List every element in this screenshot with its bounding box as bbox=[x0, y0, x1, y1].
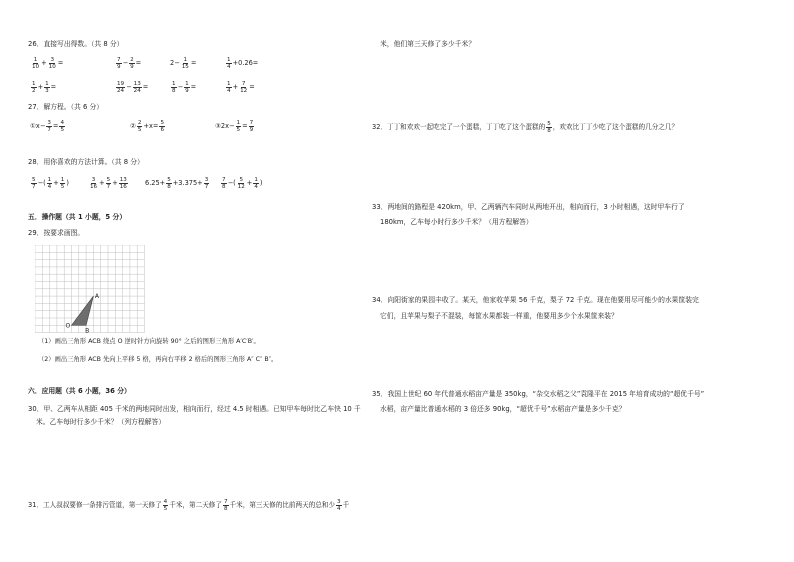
expr-text: − bbox=[122, 59, 129, 67]
fraction bbox=[31, 57, 40, 70]
fraction-numerator: 1 bbox=[60, 176, 65, 183]
q31-frac1 bbox=[163, 499, 169, 512]
q26-item-1 bbox=[30, 56, 63, 70]
fraction bbox=[204, 177, 210, 190]
q28-expression-4 bbox=[220, 176, 262, 190]
q29-sub2: （2）画出三角形 ACB 先向上平移 5 格，再向右平移 2 格后的图形三角形 A″ C″ B″。 bbox=[38, 356, 278, 363]
fraction-numerator: 2 bbox=[130, 56, 134, 63]
fraction-denominator: 7 bbox=[106, 183, 111, 190]
expr-text: + bbox=[99, 179, 105, 187]
fraction-denominator: 2 bbox=[32, 87, 36, 94]
fraction-denominator: 5 bbox=[137, 126, 142, 133]
expr-text: +0.26= bbox=[232, 59, 259, 67]
fraction bbox=[46, 120, 52, 133]
fraction-numerator: 1 bbox=[32, 80, 36, 87]
fraction bbox=[249, 120, 255, 133]
q31-frac2-den: 8 bbox=[223, 505, 228, 512]
q31-text4: 千 bbox=[342, 501, 350, 509]
fraction-denominator: 4 bbox=[254, 183, 258, 190]
q29-sub1: （1）画出三角形 ACB 绕点 O 逆时针方向旋转 90° 之后的图形三角形 A′C′B′。 bbox=[38, 338, 260, 345]
q31-text bbox=[28, 498, 349, 512]
fraction-denominator: 9 bbox=[130, 63, 134, 70]
expr-text: = bbox=[190, 59, 197, 67]
fraction-denominator: 3 bbox=[45, 87, 49, 94]
fraction-numerator: 3 bbox=[47, 119, 51, 126]
fraction-numerator: 3 bbox=[50, 56, 54, 63]
fraction-numerator: 1 bbox=[254, 176, 258, 183]
expr-text: 6.25+ bbox=[145, 179, 166, 187]
fraction-numerator: 2 bbox=[137, 119, 142, 126]
fraction-denominator: 10 bbox=[32, 63, 40, 70]
q28-expression-2 bbox=[88, 176, 129, 190]
fraction-denominator: 8 bbox=[172, 87, 176, 94]
q31-frac1-den: 5 bbox=[163, 505, 168, 512]
fraction-denominator: 9 bbox=[117, 63, 121, 70]
fraction-numerator: 1 bbox=[45, 80, 49, 87]
fraction bbox=[59, 120, 65, 133]
fraction-numerator: 5 bbox=[167, 176, 171, 183]
fraction bbox=[47, 177, 53, 190]
q26-item-3 bbox=[170, 56, 196, 70]
fraction-numerator: 3 bbox=[204, 176, 209, 183]
grid-lines bbox=[35, 245, 145, 333]
fraction-denominator: 7 bbox=[204, 183, 209, 190]
fraction bbox=[226, 57, 232, 70]
fraction-denominator: 16 bbox=[119, 183, 127, 190]
fraction-denominator: 15 bbox=[181, 63, 189, 70]
fraction bbox=[133, 81, 142, 94]
fraction-denominator: 4 bbox=[227, 63, 231, 70]
fraction bbox=[116, 57, 122, 70]
expr-text: = bbox=[242, 122, 248, 130]
fraction bbox=[221, 177, 227, 190]
expr-text: = bbox=[135, 59, 142, 67]
fraction-denominator: 5 bbox=[60, 183, 65, 190]
fraction-numerator: 1 bbox=[227, 80, 231, 87]
expr-text: ② bbox=[130, 122, 136, 130]
expr-text: ①x− bbox=[30, 122, 46, 130]
fraction-numerator: 7 bbox=[241, 80, 246, 87]
q31-text3: 千米，第三天修的比前两天的总和少 bbox=[229, 501, 336, 509]
expr-text: = bbox=[52, 122, 59, 130]
q26-item-4 bbox=[225, 56, 258, 70]
fraction bbox=[129, 57, 135, 70]
q32-text2: ，欢欢比丁丁少吃了这个蛋糕的几分之几？ bbox=[552, 123, 679, 131]
fraction bbox=[89, 177, 98, 190]
fraction-numerator: 1 bbox=[33, 56, 38, 63]
point-label-b: B bbox=[85, 327, 90, 333]
q32-frac-num: 5 bbox=[547, 120, 551, 127]
fraction bbox=[116, 81, 125, 94]
q31-frac3 bbox=[336, 499, 342, 512]
fraction-denominator: 10 bbox=[48, 63, 56, 70]
q31-frac2-num: 7 bbox=[223, 498, 228, 505]
fraction-numerator: 1 bbox=[227, 56, 231, 63]
fraction bbox=[253, 177, 259, 190]
fraction-numerator: 5 bbox=[160, 119, 164, 126]
fraction bbox=[226, 81, 232, 94]
q26-title: 26．直接写出得数。（共 8 分） bbox=[28, 40, 124, 48]
fraction bbox=[60, 177, 66, 190]
q33-line2: 180km，乙车每小时行多少千米？（用方程解答） bbox=[380, 218, 533, 226]
q27-equation-2 bbox=[130, 119, 166, 133]
q28-title: 28．用你喜欢的方法计算。（共 8 分） bbox=[28, 158, 144, 166]
fraction bbox=[236, 120, 242, 133]
q32-frac-den: 8 bbox=[547, 127, 551, 134]
fraction bbox=[237, 177, 246, 190]
fraction-denominator: 4 bbox=[47, 183, 52, 190]
fraction-numerator: 5 bbox=[32, 176, 36, 183]
expr-text: ) bbox=[66, 179, 69, 187]
expr-text: = bbox=[57, 59, 64, 67]
q26-item-4 bbox=[225, 80, 255, 94]
expr-text: = bbox=[249, 83, 255, 91]
fraction-numerator: 7 bbox=[249, 119, 254, 126]
fraction-numerator: 5 bbox=[106, 176, 111, 183]
fraction-numerator: 7 bbox=[222, 176, 226, 183]
expr-text: 2− bbox=[170, 59, 180, 67]
section-6-heading: 六．应用题（共 6 小题，36 分） bbox=[28, 387, 131, 395]
q31-frac2 bbox=[223, 499, 229, 512]
expr-text: −( bbox=[227, 179, 236, 187]
fraction-numerator: 5 bbox=[239, 176, 244, 183]
q35-line1: 35．我国上世纪 60 年代普通水稻亩产量是 350kg，“杂交水稻之父”袁隆平在 2015 年培育成功的“超优千号” bbox=[372, 390, 705, 398]
fraction-denominator: 12 bbox=[240, 87, 248, 94]
expr-text: − bbox=[177, 83, 184, 91]
fraction-denominator: 12 bbox=[237, 183, 245, 190]
fraction-numerator: 1 bbox=[47, 176, 52, 183]
expr-text: − bbox=[126, 83, 132, 91]
fraction bbox=[31, 81, 37, 94]
q31-frac3-den: 4 bbox=[337, 505, 341, 512]
fraction-denominator: 7 bbox=[32, 183, 36, 190]
fraction-denominator: 16 bbox=[90, 183, 98, 190]
fraction-denominator: 8 bbox=[222, 183, 226, 190]
fraction bbox=[119, 177, 128, 190]
fraction-numerator: 3 bbox=[91, 176, 96, 183]
q31-frac3-num: 3 bbox=[337, 498, 341, 505]
expr-text: + bbox=[41, 59, 47, 67]
expr-text: +3.375+ bbox=[172, 179, 203, 187]
fraction-numerator: 4 bbox=[60, 119, 64, 126]
fraction bbox=[166, 177, 172, 190]
fraction-denominator: 9 bbox=[185, 87, 189, 94]
q32-text bbox=[372, 120, 678, 134]
q32-text1: 32．丁丁和欢欢一起吃完了一个蛋糕，丁丁吃了这个蛋糕的 bbox=[372, 123, 546, 131]
q28-expression-3 bbox=[145, 176, 210, 190]
q30-line1: 30．甲、乙两车从相距 405 千米的两地同时出发，相向而行，经过 4.5 时相遇。已知甲车每时比乙车快 10 千 bbox=[28, 405, 361, 413]
fraction-numerator: 7 bbox=[117, 56, 121, 63]
q26-item-1 bbox=[30, 80, 56, 94]
fraction-numerator: 13 bbox=[133, 80, 141, 87]
expr-text: + bbox=[112, 179, 118, 187]
fraction bbox=[239, 81, 248, 94]
q35-line2: 水稻，亩产量比普通水稻的 3 倍还多 90kg，“超优千号”水稻亩产量是多少千克？ bbox=[380, 405, 626, 413]
expr-text: + bbox=[232, 83, 239, 91]
q28-expression-1 bbox=[30, 176, 69, 190]
fraction bbox=[44, 81, 50, 94]
fraction-denominator: 8 bbox=[167, 183, 171, 190]
fraction bbox=[31, 177, 37, 190]
q34-line1: 34．向阳街家的果园丰收了。某天，他家收苹果 56 千克，梨子 72 千克。现在他要用尽可能少的水果筐装完 bbox=[372, 296, 699, 304]
expr-text: + bbox=[246, 179, 253, 187]
fraction-numerator: 1 bbox=[185, 80, 189, 87]
q31-frac1-num: 4 bbox=[163, 498, 168, 505]
q27-title: 27．解方程。（共 6 分） bbox=[28, 103, 104, 111]
section-5-heading: 五．操作题（共 1 小题，5 分） bbox=[28, 213, 127, 221]
expr-text: = bbox=[50, 83, 57, 91]
fraction-numerator: 19 bbox=[117, 80, 125, 87]
fraction-numerator: 13 bbox=[119, 176, 127, 183]
fraction bbox=[171, 81, 177, 94]
q33-line1: 33．两地间的路程是 420km，甲、乙两辆汽车同时从两地开出，相向而行，3 小时相遇，这时甲车行了 bbox=[372, 203, 685, 211]
q29-title: 29．按要求画图。 bbox=[28, 229, 85, 237]
fraction-numerator: 1 bbox=[236, 119, 241, 126]
point-label-a: A bbox=[94, 293, 100, 301]
q26-item-3 bbox=[170, 80, 196, 94]
expr-text: +x= bbox=[143, 122, 159, 130]
fraction-denominator: 4 bbox=[227, 87, 231, 94]
fraction-denominator: 5 bbox=[236, 126, 241, 133]
fraction bbox=[106, 177, 112, 190]
q26-item-2 bbox=[115, 80, 148, 94]
fraction-numerator: 1 bbox=[172, 80, 176, 87]
fraction-denominator: 6 bbox=[160, 126, 164, 133]
q27-equation-3 bbox=[215, 119, 255, 133]
fraction bbox=[184, 81, 190, 94]
expr-text: ③2x− bbox=[215, 122, 235, 130]
fraction-denominator: 24 bbox=[117, 87, 125, 94]
point-label-o: O bbox=[65, 322, 71, 330]
expr-text: + bbox=[53, 179, 59, 187]
q27-equation-1 bbox=[30, 119, 66, 133]
fraction-denominator: 5 bbox=[60, 126, 64, 133]
expr-text: = bbox=[190, 83, 197, 91]
q31-text2: 千米，第二天修了 bbox=[169, 501, 222, 509]
q26-item-2 bbox=[115, 56, 141, 70]
q34-line2: 它们，且苹果与梨子不混装，每筐水果都装一样重，他要用多少个水果筐来装？ bbox=[380, 312, 618, 320]
expr-text: ) bbox=[259, 179, 263, 187]
expr-text: = bbox=[142, 83, 149, 91]
q32-frac bbox=[546, 121, 552, 134]
q31-continuation: 米，他们第三天修了多少千米？ bbox=[380, 40, 476, 48]
expr-text: + bbox=[37, 83, 44, 91]
q30-line2: 米。乙车每时行多少千米？（列方程解答） bbox=[36, 418, 166, 426]
fraction bbox=[181, 57, 190, 70]
fraction-denominator: 7 bbox=[47, 126, 51, 133]
fraction bbox=[137, 120, 143, 133]
fraction bbox=[48, 57, 57, 70]
fraction bbox=[159, 120, 165, 133]
q29-grid-figure bbox=[35, 245, 145, 333]
fraction-numerator: 1 bbox=[183, 56, 188, 63]
fraction-denominator: 9 bbox=[249, 126, 254, 133]
q31-text1: 31．工人叔叔要修一条排污管道，第一天修了 bbox=[28, 501, 162, 509]
fraction-denominator: 24 bbox=[133, 87, 141, 94]
expr-text: −( bbox=[37, 179, 46, 187]
